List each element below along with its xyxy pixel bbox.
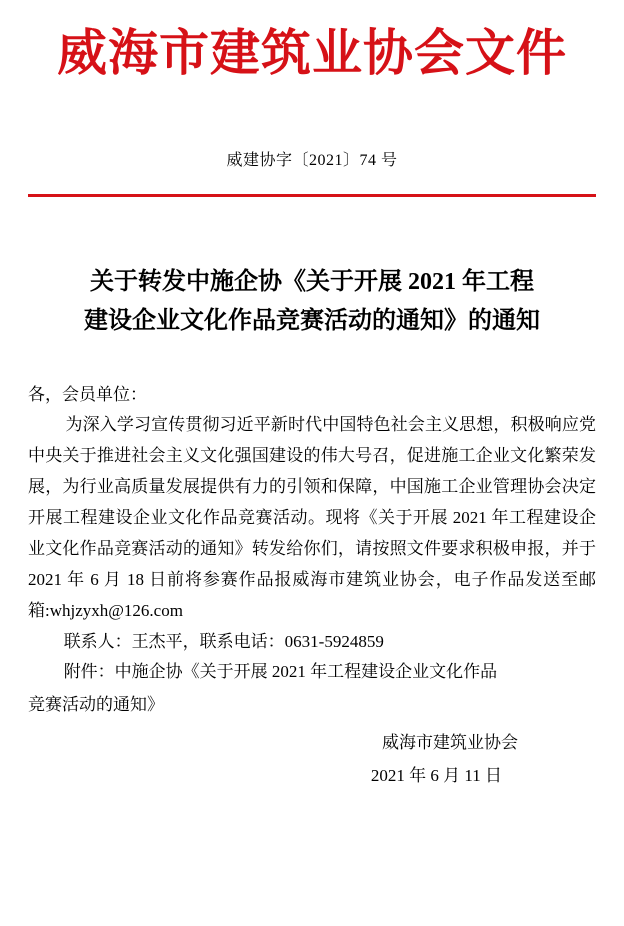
signature-block <box>28 727 596 792</box>
subject-line-1: 关于转发中施企协《关于开展 2021 年工程 <box>90 269 534 295</box>
signature-date: 2021 年 6 月 11 日 <box>370 765 502 785</box>
contact-line: 联系人：王杰平，联系电话：0631-5924859 <box>63 631 384 651</box>
document-subject <box>28 263 596 341</box>
salutation: 各，会员单位： <box>28 384 147 404</box>
document-title: 威海市建筑业协会文件 <box>57 25 567 81</box>
document-page <box>0 26 624 926</box>
body-paragraph: 为深入学习宣传贯彻习近平新时代中国特色社会主义思想，积极响应党中央关于推进社会主义文化强国建设的伟大号召，促进施工企业文化繁荣发展，为行业高质量发展提供有力的引领和保障，中国施工企业管理协会决定开展工程建设企业文化作品竞赛活动。现将《关于开展 2021 年工程建设企业文化作品竞赛活动的通知》转发给你们，请按照文件要求积极申报，并于 2021 年 6 月 18 日前将参赛作品报威海市建筑业协会，电子作品发送至邮箱:whjzyxh@126.com <box>28 414 596 620</box>
attachment-line-2: 竞赛活动的通知》 <box>28 695 164 715</box>
document-number: 威建协字〔2021〕74 号 <box>226 152 398 169</box>
red-divider-rule <box>28 194 596 197</box>
attachment-line-1: 附件：中施企协《关于开展 2021 年工程建设企业文化作品 <box>63 662 498 682</box>
signer-name: 威海市建筑业协会 <box>382 733 518 753</box>
subject-line-2: 建设企业文化作品竞赛活动的通知》的通知 <box>84 307 540 334</box>
body-paragraph-wrapper <box>28 410 596 627</box>
